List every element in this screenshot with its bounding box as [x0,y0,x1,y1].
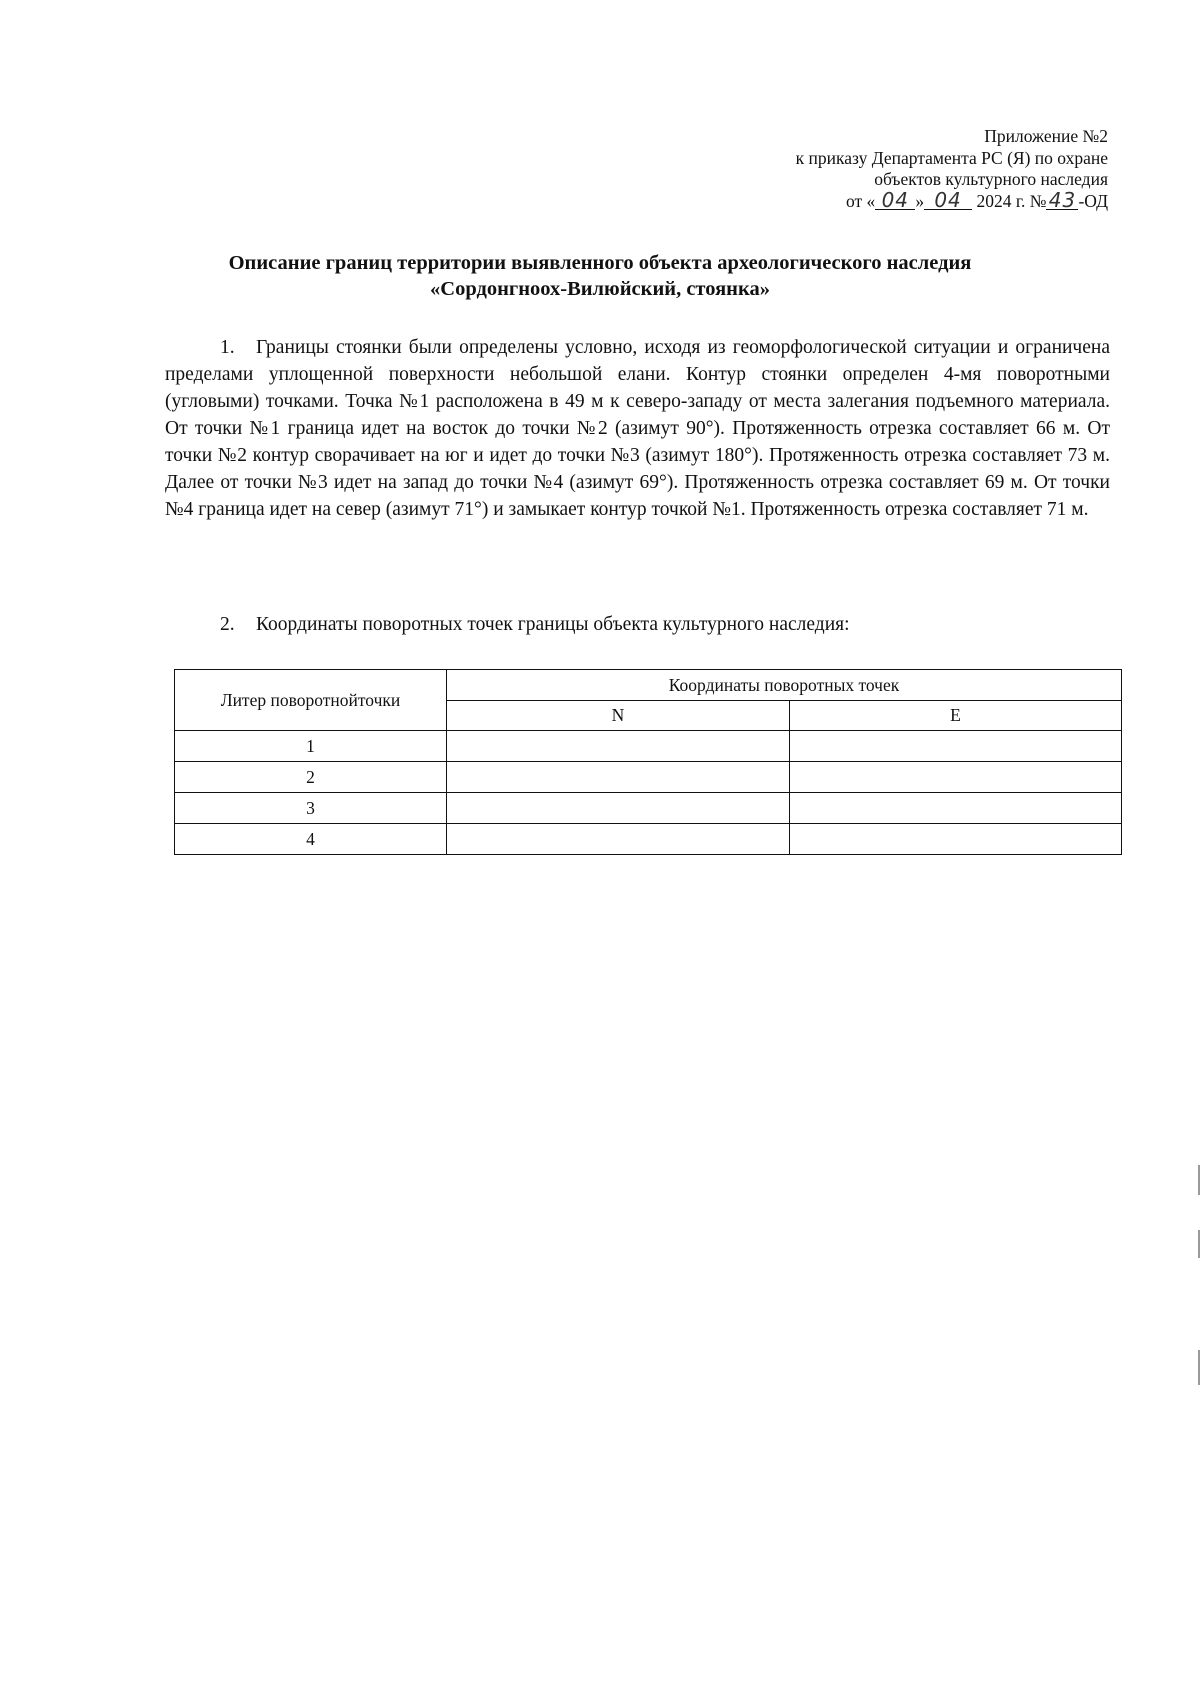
cell-e [790,762,1122,793]
date-prefix: от « [846,190,876,211]
header-literal: Литер поворотнойточки [175,670,447,731]
date-year: 2024 г. № [976,190,1047,211]
cell-literal: 4 [175,824,447,855]
table-row [175,793,1122,824]
handwritten-month: 04 [924,191,972,210]
paragraph-text: Границы стоянки были определены условно, исходя из геоморфологической ситуации и ограничена пределами уплощенной поверхности небольшой елани. Контур стоянки определен 4-мя поворотными (угловыми) точками. Точка №1 расположена в 49 м к северо-западу от места залегания подъемного материала. От точки №1 граница идет на восток до точки №2 (азимут 90°). Протяженность отрезка составляет 66 м. От точки №2 контур сворачивает на юг и идет до точки №3 (азимут 180°). Протяженность отрезка составляет 73 м. Далее от точки №3 идет на запад до точки №4 (азимут 69°). Протяженность отрезка составляет 69 м. От точки №4 граница идет на север (азимут 71°) и замыкает контур точкой №1. Протяженность отрезка составляет 71 м. [165,337,1110,520]
paragraph-boundaries [165,334,1110,523]
date-mid: » [915,190,925,211]
paragraph-text: Координаты поворотных точек границы объекта культурного наследия: [256,614,850,635]
cell-n [447,824,790,855]
order-reference: к приказу Департамента РС (Я) по охране [795,147,1108,168]
header-n: N [447,701,790,731]
title-line-2: «Сордонгноох-Вилюйский, стоянка» [430,278,770,300]
paragraph-number: 2. [220,614,235,635]
cell-e [790,731,1122,762]
title-line-1: Описание границ территории выявленного объекта археологического наследия [228,252,972,274]
cell-n [447,793,790,824]
cell-e [790,793,1122,824]
header-coordinates: Координаты поворотных точек [447,670,1122,701]
handwritten-day: 04 [875,191,915,210]
cell-n [447,762,790,793]
header-e: E [790,701,1122,731]
paragraph-number: 1. [220,337,235,358]
cell-e [790,824,1122,855]
order-reference-continued: объектов культурного наследия [874,169,1108,189]
table-row [175,762,1122,793]
order-suffix: -ОД [1078,190,1108,211]
coordinates-table [174,669,1122,855]
handwritten-order-number: 43 [1046,191,1078,210]
cell-literal: 1 [175,731,447,762]
table-row [175,731,1122,762]
appendix-header [548,126,1108,212]
cell-n [447,731,790,762]
table-row [175,824,1122,855]
document-title [160,250,1040,302]
cell-literal: 3 [175,793,447,824]
appendix-label: Приложение №2 [984,126,1108,146]
order-date-line [548,187,1108,213]
paragraph-coordinates [220,611,1120,638]
cell-literal: 2 [175,762,447,793]
